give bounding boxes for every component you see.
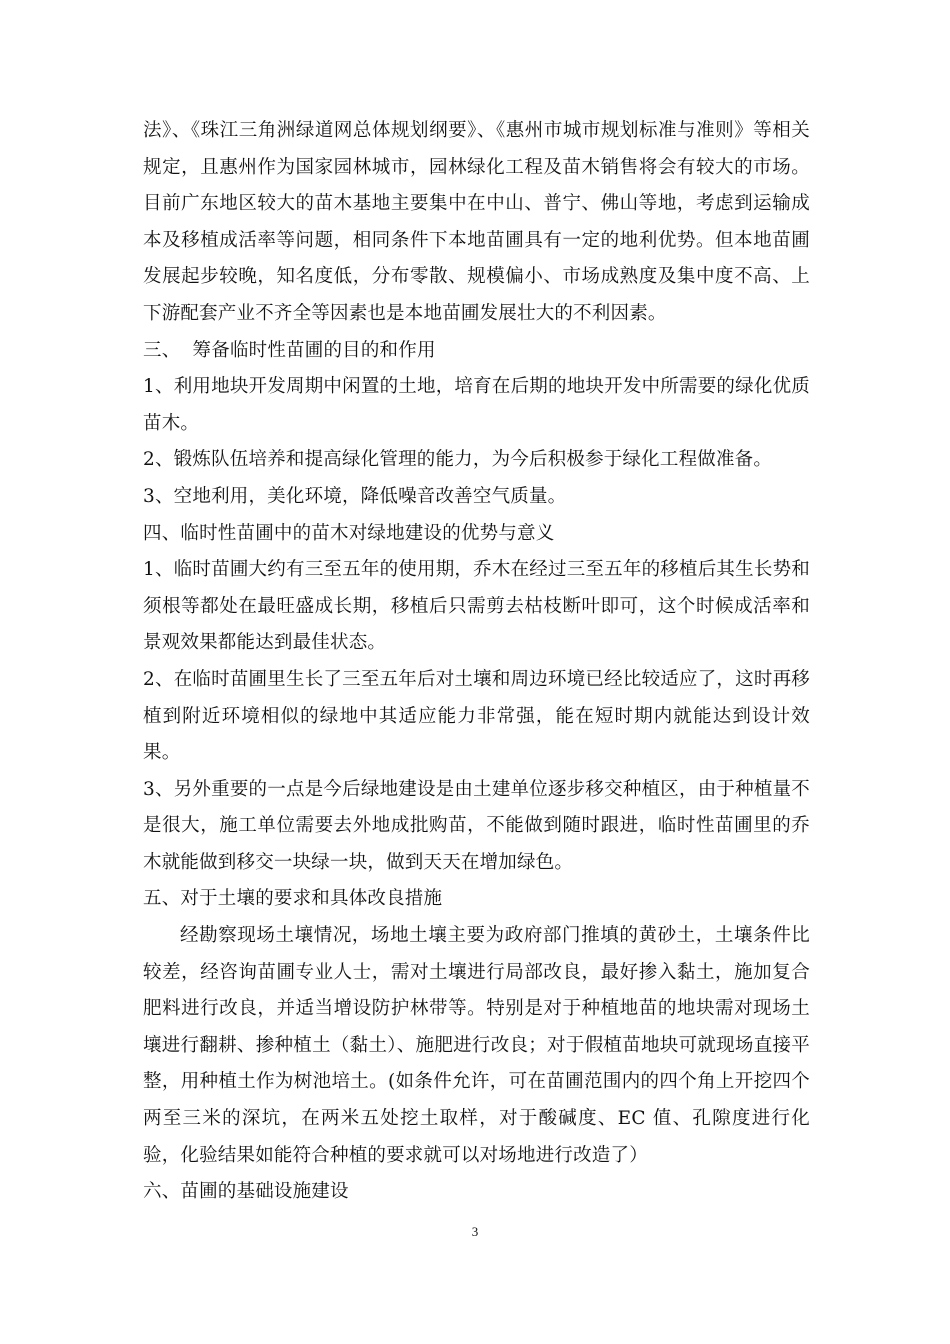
list-item-3-1: 1、利用地块开发周期中闲置的土地，培育在后期的地块开发中所需要的绿化优质苗木。: [143, 376, 810, 434]
list-item-4-3: 3、另外重要的一点是今后绿地建设是由土建单位逐步移交种植区，由于种植量不是很大，施工单位需要去外地成批购苗，不能做到随时跟进，临时性苗圃里的乔木就能做到移交一块绿一块，做到天天在增加绿色。: [143, 778, 810, 873]
paragraph-soil-improvement: 经勘察现场土壤情况，场地土壤主要为政府部门推填的黄砂土，土壤条件比较差，经咨询苗圃专业人士，需对土壤进行局部改良，最好掺入黏土，施加复合肥料进行改良，并适当增设防护林带等。特别是对于种植地苗的地块需对现场土壤进行翻耕、掺种植土（黏土）、施肥进行改良；对于假植苗地块可就现场直接平整，用种植土作为树池培土。(如条件允许，可在苗圃范围内的四个角上开挖四个两至三米的深坑，在两米五处挖土取样，对于酸碱度、EC 值、孔隙度进行化验，化验结果如能符合种植的要求就可以对场地进行改造了）: [143, 925, 810, 1166]
list-item-4-1: 1、临时苗圃大约有三至五年的使用期，乔木在经过三至五年的移植后其生长势和须根等都处在最旺盛成长期，移植后只需剪去枯枝断叶即可，这个时候成活率和景观效果都能达到最佳状态。: [143, 559, 810, 654]
section-heading-5: 五、对于土壤的要求和具体改良措施: [143, 888, 443, 910]
page-number: 3: [471, 1224, 479, 1239]
list-item-4-2: 2、在临时苗圃里生长了三至五年后对土壤和周边环境已经比较适应了，这时再移植到附近环境相似的绿地中其适应能力非常强，能在短时期内就能达到设计效果。: [143, 668, 810, 764]
list-item-3-3: 3、空地利用，美化环境，降低噪音改善空气质量。: [143, 485, 567, 507]
body-text: [143, 113, 810, 1211]
section-heading-3: 三、 筹备临时性苗圃的目的和作用: [143, 339, 436, 361]
section-heading-4: 四、临时性苗圃中的苗木对绿地建设的优势与意义: [143, 522, 555, 544]
list-item-3-2: 2、锻炼队伍培养和提高绿化管理的能力，为今后积极参于绿化工程做准备。: [143, 449, 773, 471]
section-heading-6: 六、苗圃的基础设施建设: [143, 1181, 349, 1203]
paragraph-market-analysis: 法》、《珠江三角洲绿道网总体规划纲要》、《惠州市城市规划标准与准则》等相关规定，且惠州作为国家园林城市，园林绿化工程及苗木销售将会有较大的市场。目前广东地区较大的苗木基地主要集中在中山、普宁、佛山等地，考虑到运输成本及移植成活率等问题，相同条件下本地苗圃具有一定的地利优势。但本地苗圃发展起步较晚，知名度低，分布零散、规模偏小、市场成熟度及集中度不高、上下游配套产业不齐全等因素也是本地苗圃发展壮大的不利因素。: [143, 120, 810, 324]
